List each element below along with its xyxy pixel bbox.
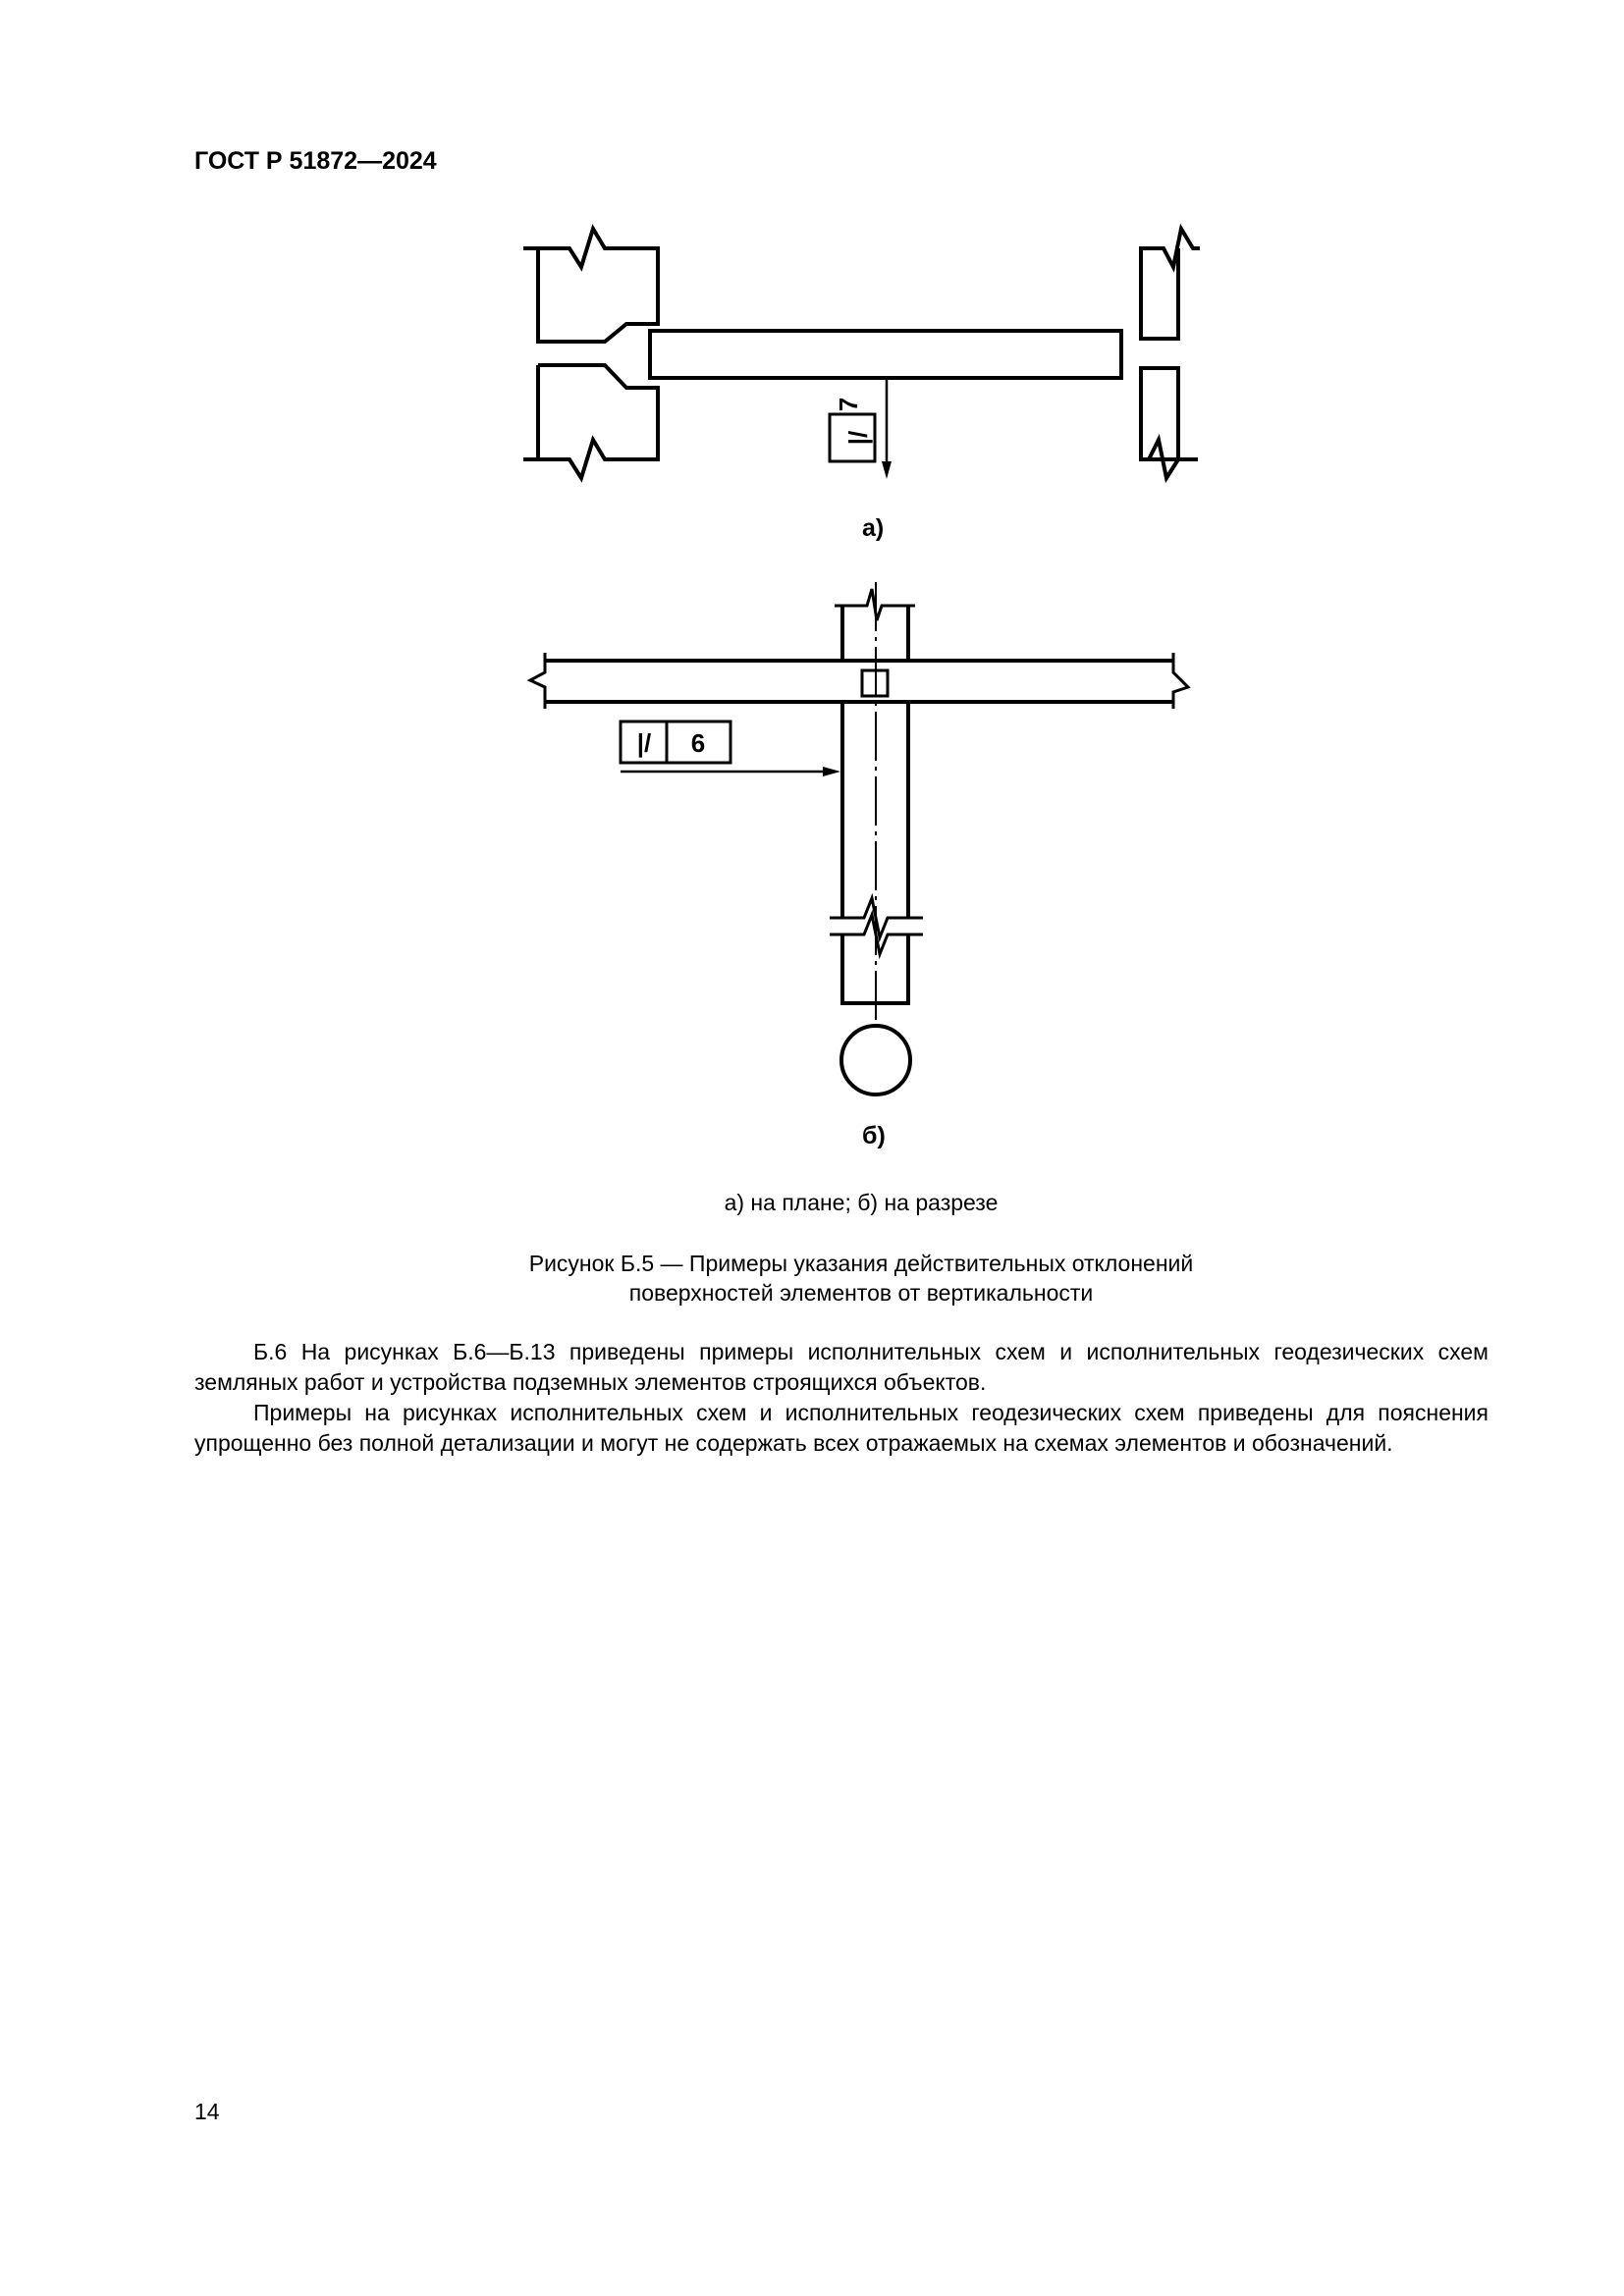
figure-b-tag-symbol: |/ (636, 728, 652, 758)
page-number: 14 (194, 2099, 220, 2124)
figure-a-tag-value: 7 (833, 397, 863, 412)
body-text (194, 1337, 1489, 1459)
figure-b-tag-value: 6 (690, 728, 706, 758)
figure-caption-line1: Рисунок Б.5 — Примеры указания действительных отклонений (528, 1251, 1194, 1276)
paragraph-b6: Б.6 На рисунках Б.6—Б.13 приведены примеры исполнительных схем и исполнительных геодезических схем земляных работ и устройства подземных элементов строящихся объектов. (194, 1339, 1489, 1395)
figure-a-label: а) (862, 514, 885, 542)
figure-legend: а) на плане; б) на разрезе (724, 1190, 999, 1215)
figure-b-label: б) (862, 1122, 886, 1149)
paragraph-examples: Примеры на рисунках исполнительных схем и исполнительных геодезических схем приведены для пояснения упрощенно без полной детализации и могут не содержать всех отражаемых на схемах элементов и обозначений. (194, 1400, 1489, 1456)
plumb-bob (841, 1026, 910, 1095)
document-header: ГОСТ Р 51872—2024 (194, 147, 437, 175)
figure-caption-line2: поверхностей элементов от вертикальности (628, 1280, 1094, 1306)
figure-a-tag-symbol: |/ (842, 430, 873, 446)
slab (545, 661, 1173, 702)
